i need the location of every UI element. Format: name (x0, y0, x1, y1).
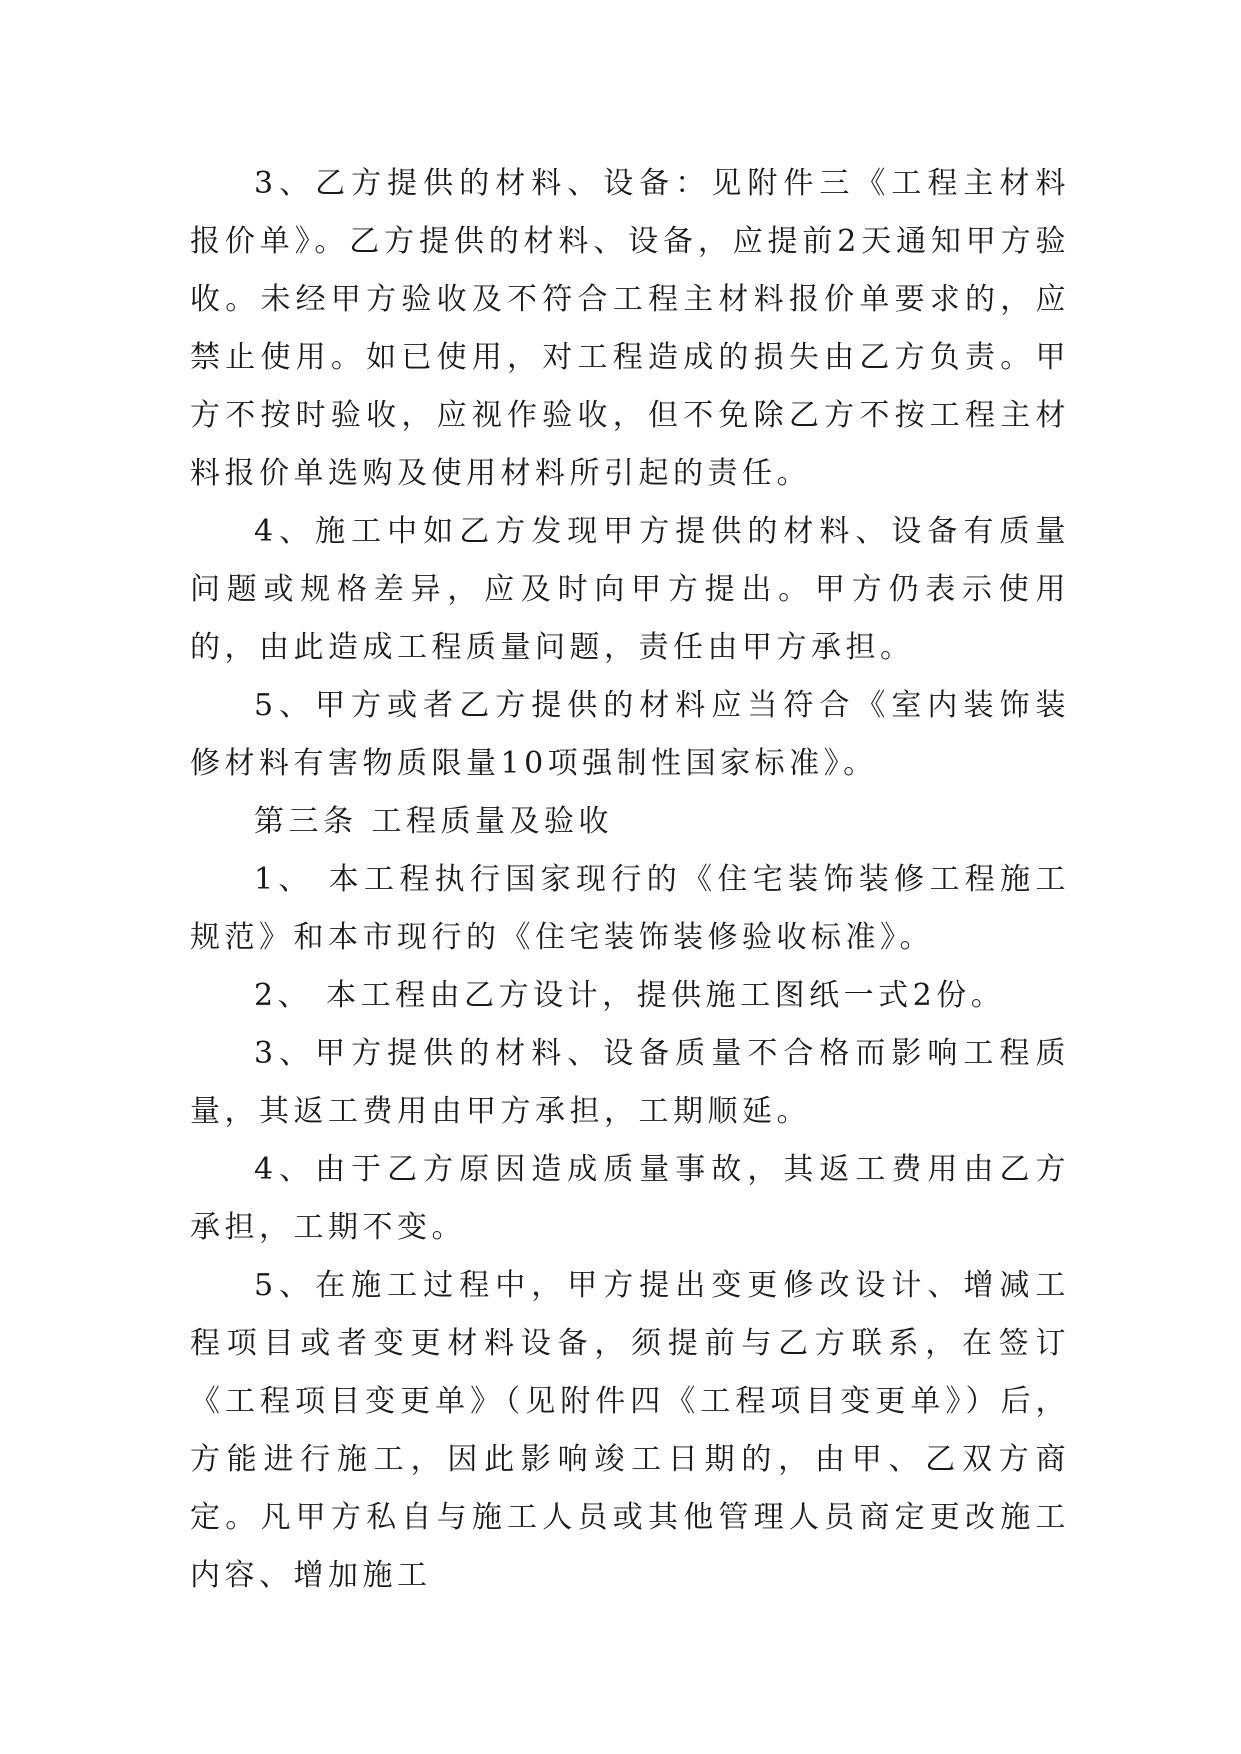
paragraph-party-a-material-defect: 3、甲方提供的材料、设备质量不合格而影响工程质量，其返工费用由甲方承担，工期顺延。 (190, 1036, 1070, 1129)
paragraph-material-quality-issue: 4、施工中如乙方发现甲方提供的材料、设备有质量问题或规格差异，应及时向甲方提出。甲方仍表示使用的，由此造成工程质量问题，责任由甲方承担。 (190, 514, 1070, 665)
section-heading-article-3: 第三条 工程质量及验收 (254, 804, 614, 839)
document-body (190, 155, 1070, 1605)
paragraph-hazardous-substance-standard: 5、甲方或者乙方提供的材料应当符合《室内装饰装修材料有害物质限量10项强制性国家标准》。 (190, 688, 1070, 781)
paragraph-material-supply-party-b: 3、乙方提供的材料、设备：见附件三《工程主材料报价单》。乙方提供的材料、设备，应提前2天通知甲方验收。未经甲方验收及不符合工程主材料报价单要求的，应禁止使用。如已使用，对工程造成的损失由乙方负责。甲方不按时验收，应视作验收，但不免除乙方不按工程主材料报价单选购及使用材料所引起的责任。 (190, 166, 1070, 491)
paragraph-design-drawings: 2、 本工程由乙方设计，提供施工图纸一式2份。 (254, 978, 1006, 1013)
paragraph-party-b-quality-accident: 4、由于乙方原因造成质量事故，其返工费用由乙方承担，工期不变。 (190, 1152, 1070, 1245)
paragraph-design-change-procedure: 5、在施工过程中，甲方提出变更修改设计、增减工程项目或者变更材料设备，须提前与乙方联系，在签订《工程项目变更单》（见附件四《工程项目变更单》）后，方能进行施工，因此影响竣工日期的，由甲、乙双方商定。凡甲方私自与施工人员或其他管理人员商定更改施工内容、增加施工 (190, 1268, 1070, 1593)
paragraph-construction-standards: 1、 本工程执行国家现行的《住宅装饰装修工程施工规范》和本市现行的《住宅装饰装修验收标准》。 (190, 862, 1070, 955)
